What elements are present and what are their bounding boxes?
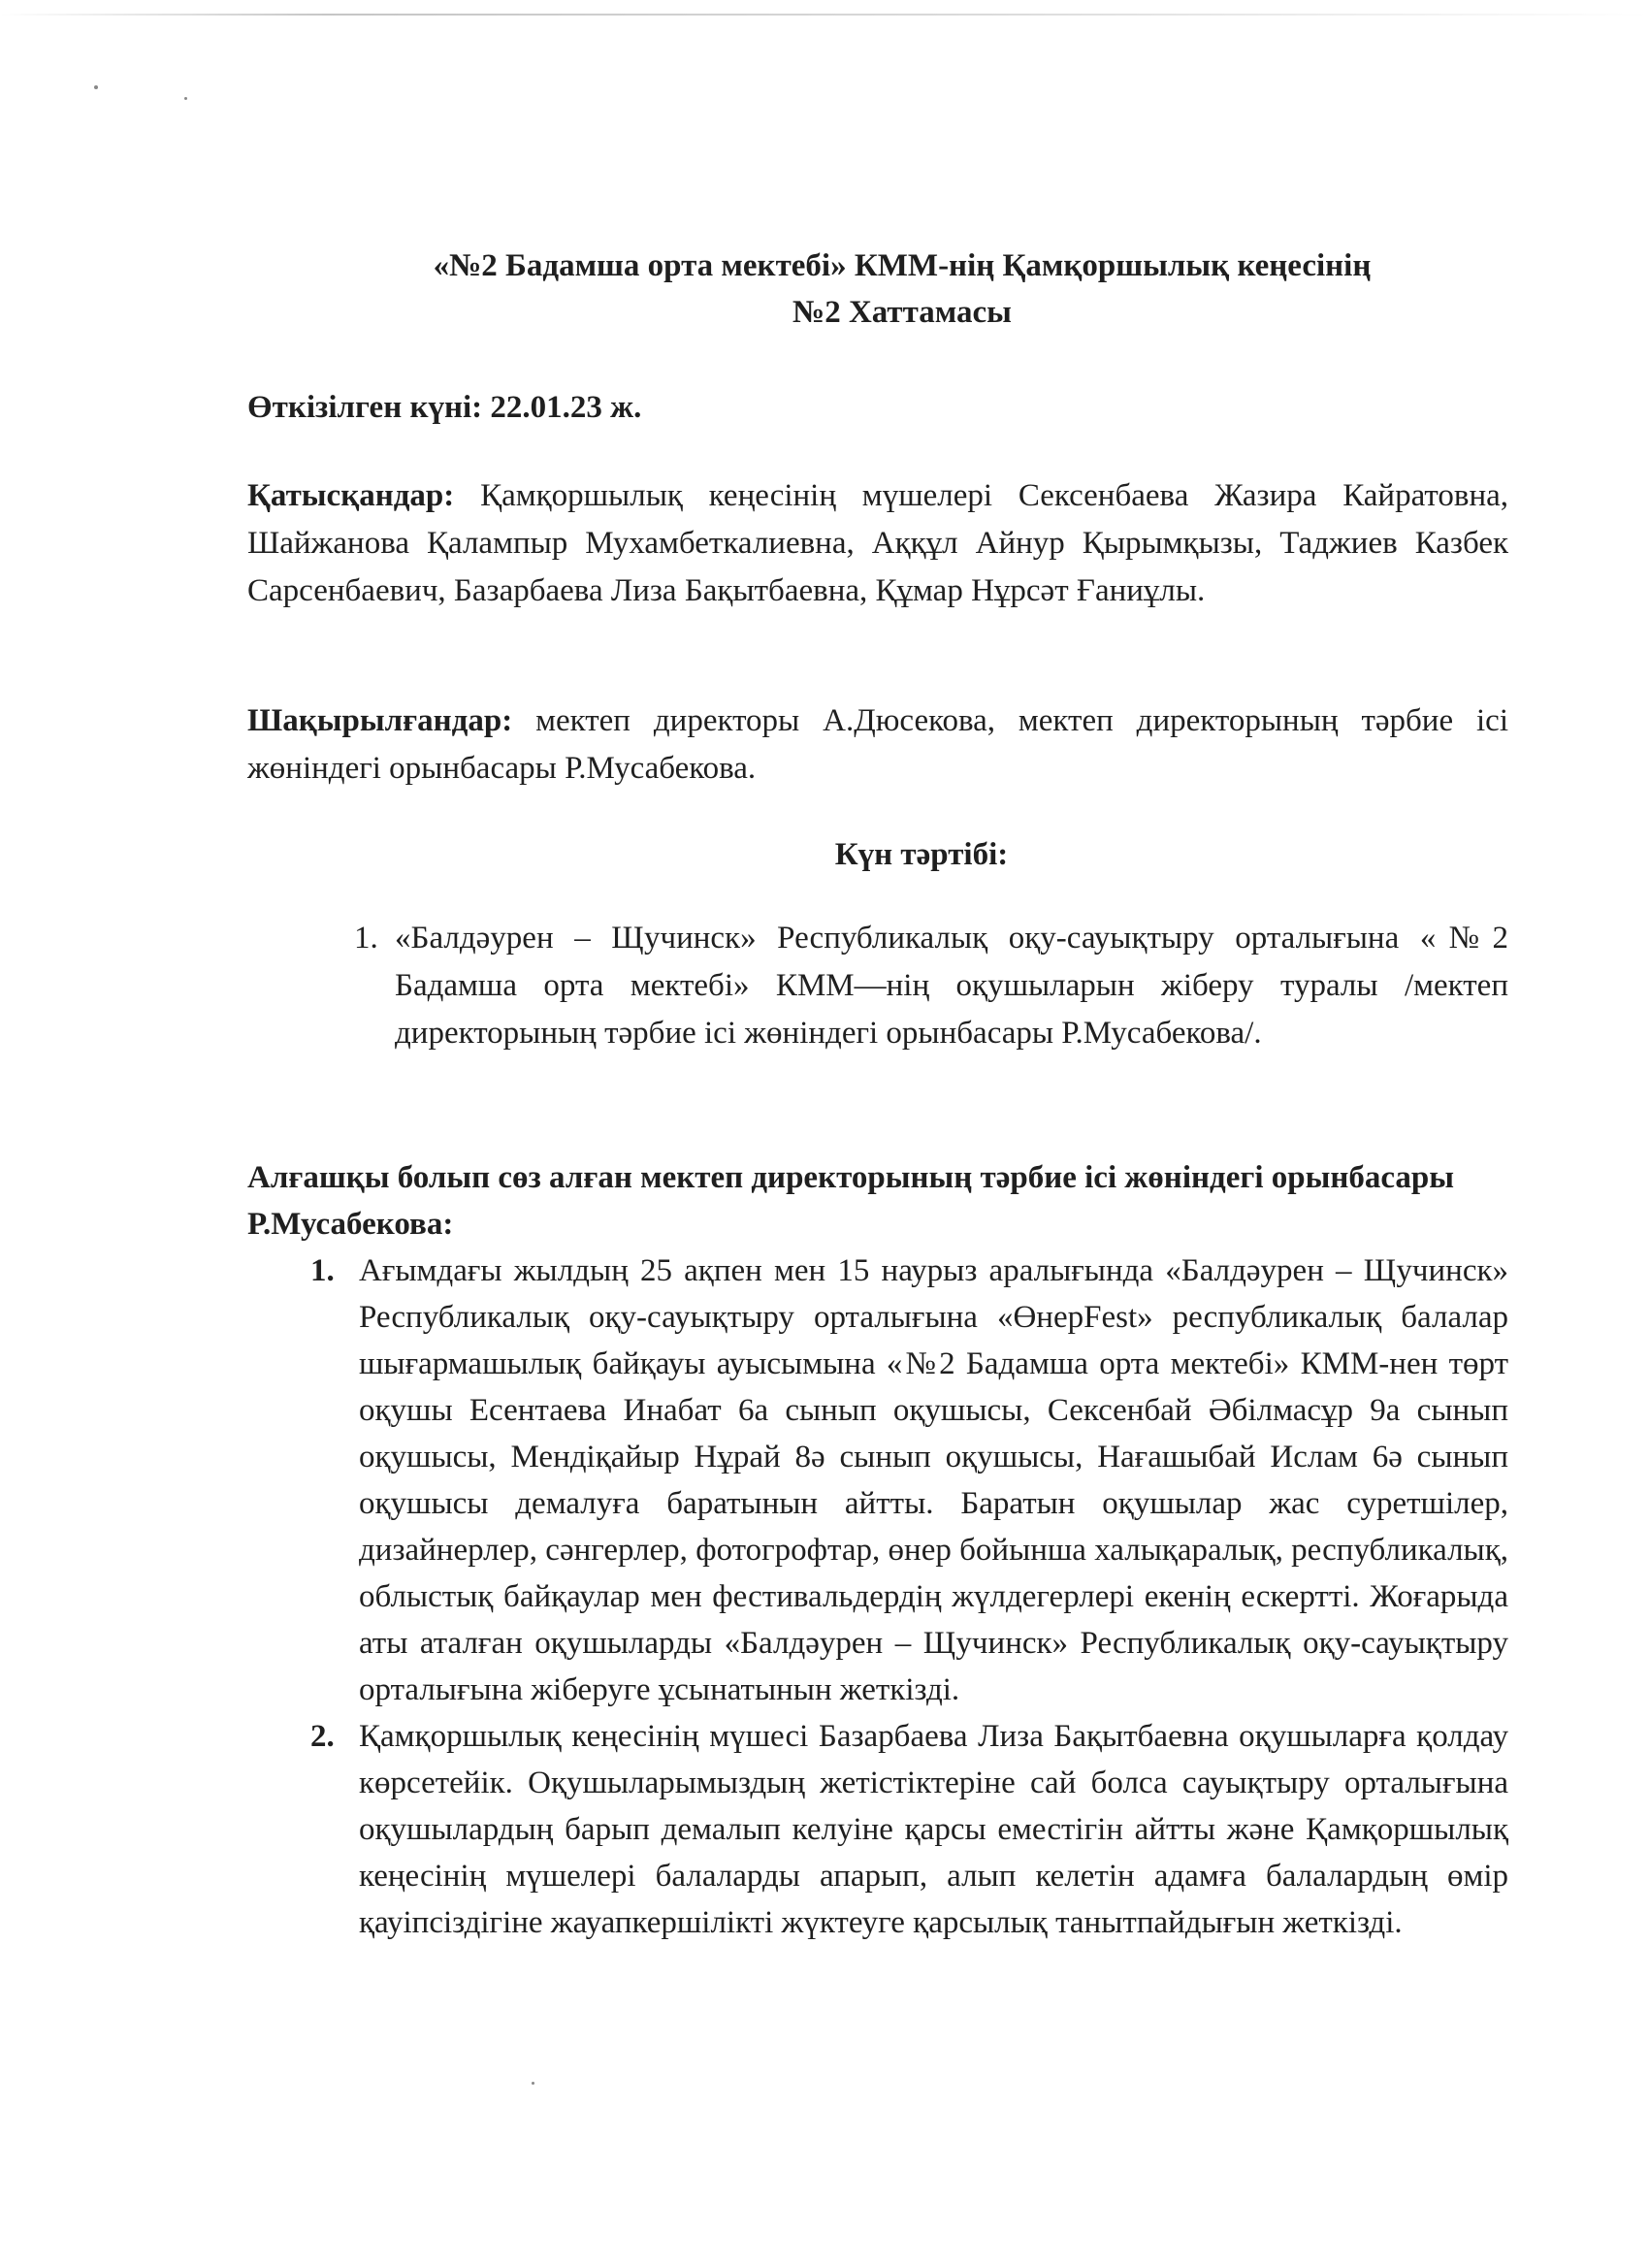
- participants-label: Қатысқандар:: [247, 478, 455, 513]
- speech-item: [310, 1247, 1508, 1713]
- agenda-item: [354, 915, 1508, 1057]
- title-line-2: №2 Хаттамасы: [792, 295, 1012, 330]
- speech-title: Алғашқы болып сөз алған мектеп директорының тәрбие ісі жөніндегі орынбасары Р.Мусабекова:: [247, 1160, 1455, 1242]
- speech-list: [247, 1247, 1508, 1946]
- agenda-item-number: 1.: [354, 921, 378, 956]
- invited-section: [247, 697, 1508, 793]
- participants-section: [247, 472, 1508, 615]
- speech-item-text: Қамқоршылық кеңесінің мүшесі Базарбаева Лиза Бақытбаевна оқушыларға қолдау көрсетейік. Оқушыларымыздың жетістіктеріне сай болса сауықтыру орталығына оқушылардың барып демалып келуіне қарсы еместігін айтты және Қамқоршылық кеңесінің мүшелері балаларды апарып, алып келетін адамға балалардың өмір қауіпсіздігіне жауапкершілікті жүктеуге қарсылық танытпайдығын жеткізді.: [359, 1719, 1508, 1940]
- scan-edge-line: [0, 14, 1649, 16]
- document-title: [247, 243, 1508, 336]
- scan-speck: [94, 85, 98, 89]
- agenda-list: [247, 915, 1508, 1057]
- speech-item: [310, 1713, 1508, 1946]
- speech-item-number: 2.: [310, 1719, 335, 1754]
- meeting-date: Өткізілген күні: 22.01.23 ж.: [247, 390, 642, 425]
- speech-item-text: Ағымдағы жылдың 25 ақпен мен 15 наурыз аралығында «Балдәурен – Щучинск» Республикалық оқу-сауықтыру орталығына «ӨнерFest» республикалық балалар шығармашылық байқауы ауысымына «№2 Бадамша орта мектебі» КММ-нен төрт оқушы Есентаева Инабат 6а сынып оқушысы, Сексенбай Әбілмасұр 9а сынып оқушысы, Мендіқайыр Нұрай 8ә сынып оқушысы, Нағашыбай Ислам 6ә сынып оқушысы демалуға баратынын айтты. Баратын оқушылар жас суретшілер, дизайнерлер, сәнгерлер, фотогрофтар, өнер бойынша халықаралық, республикалық, облыстық байқаулар мен фестивальдердің жүлдегерлері екенің ескертті. Жоғарыда аты аталған оқушыларды «Балдәурен – Щучинск» Республикалық оқу-сауықтыру орталығына жіберуге ұсынатынын жеткізді.: [359, 1253, 1508, 1707]
- invited-label: Шақырылғандар:: [247, 703, 513, 738]
- scan-speck: [532, 2082, 534, 2085]
- scan-speck: [184, 97, 187, 100]
- participants-text: Қамқоршылық кеңесінің мүшелері Сексенбаева Жазира Кайратовна, Шайжанова Қалампыр Мухамбеткалиевна, Аққұл Айнур Қырымқызы, Таджиев Казбек Сарсенбаевич, Базарбаева Лиза Бақытбаевна, Құмар Нұрсәт Ғаниұлы.: [247, 478, 1508, 608]
- title-line-1: «№2 Бадамша орта мектебі» КММ-нің Қамқоршылық кеңесінің: [433, 248, 1372, 283]
- agenda-title: Күн тәртібі:: [834, 837, 1009, 872]
- agenda-item-text: «Балдәурен – Щучинск» Республикалық оқу-сауықтыру орталығына «№2 Бадамша орта мектебі» КММ—нің оқушыларын жіберу туралы /мектеп директорының тәрбие ісі жөніндегі орынбасары Р.Мусабекова/.: [395, 921, 1508, 1051]
- document-body: [247, 243, 1508, 1946]
- invited-text: мектеп директоры А.Дюсекова, мектеп директорының тәрбие ісі жөніндегі орынбасары Р.Мусабекова.: [247, 703, 1509, 786]
- speech-item-number: 1.: [310, 1253, 335, 1288]
